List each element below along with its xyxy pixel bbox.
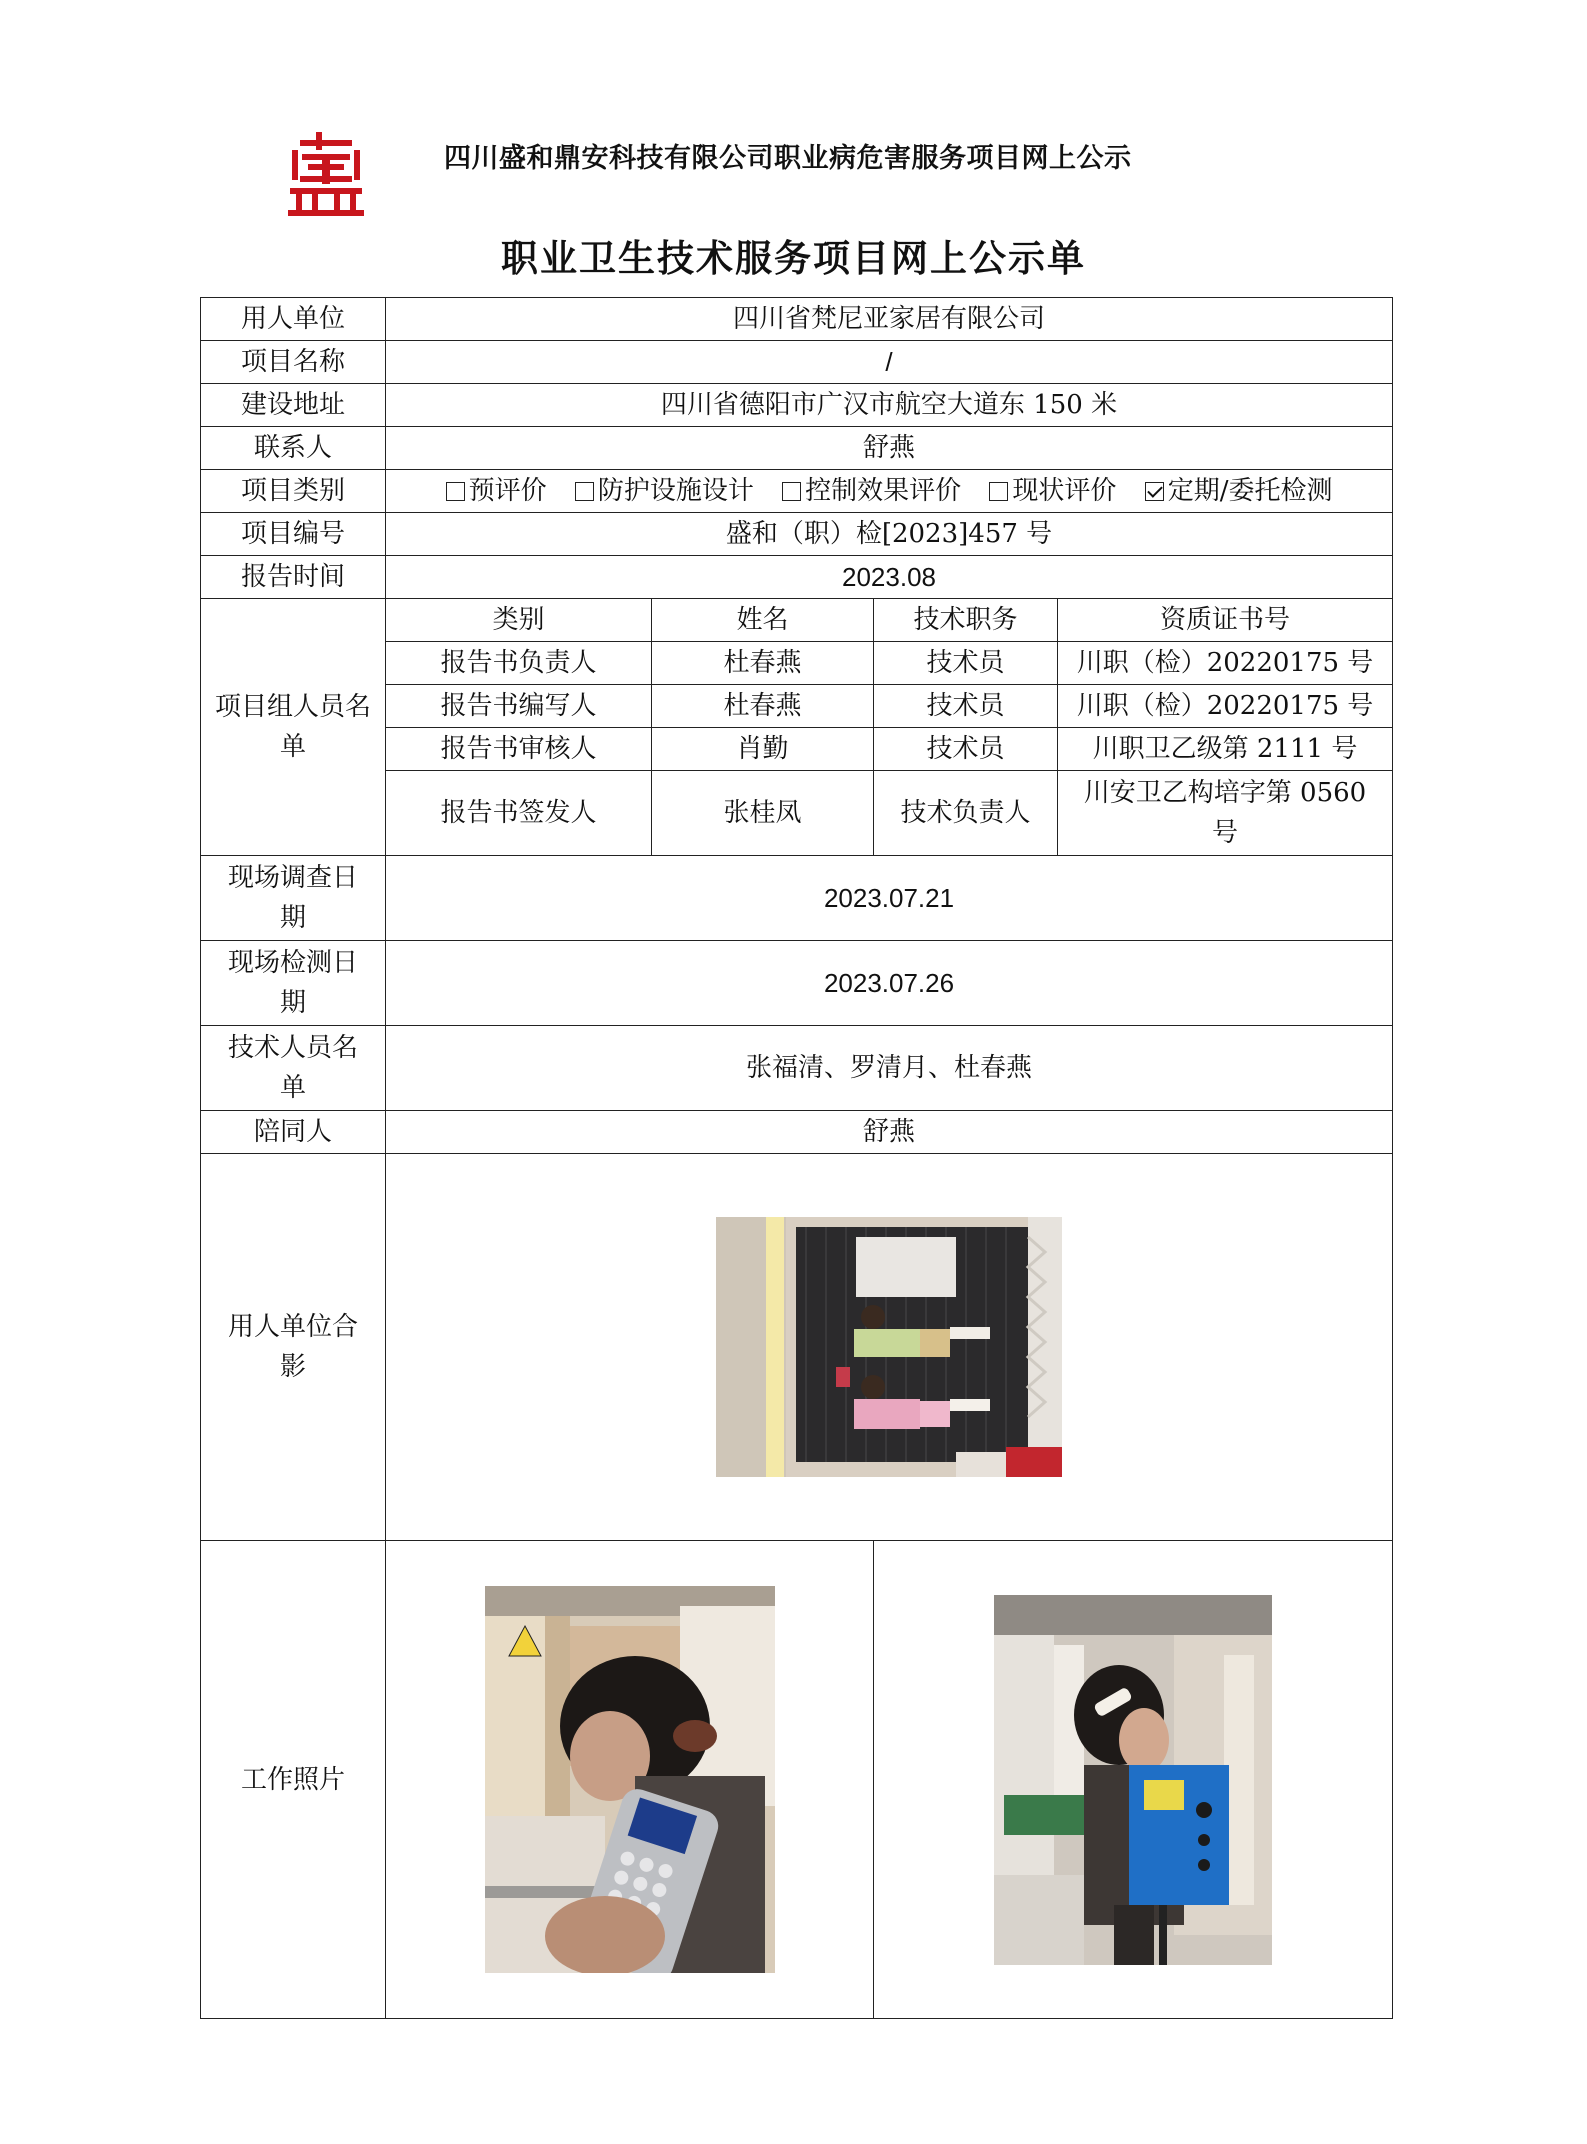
project-name-label: 项目名称 xyxy=(201,341,386,384)
survey-date-value: 2023.07.21 xyxy=(386,856,1393,941)
work-photo-cell-right xyxy=(874,1541,1393,2019)
member-cert: 川职卫乙级第 2111 号 xyxy=(1058,728,1393,771)
row-project-no xyxy=(201,513,1393,556)
companion-value: 舒燕 xyxy=(386,1111,1393,1154)
row-address xyxy=(201,384,1393,427)
team-header-name: 姓名 xyxy=(652,599,874,642)
row-technicians xyxy=(201,1026,1393,1111)
address-label: 建设地址 xyxy=(201,384,386,427)
document-title: 职业卫生技术服务项目网上公示单 xyxy=(501,236,1086,280)
row-contact xyxy=(201,427,1393,470)
member-title: 技术员 xyxy=(874,642,1058,685)
category-option-label: 防护设施设计 xyxy=(597,476,754,506)
survey-date-label: 现场调查日期 xyxy=(201,856,386,941)
test-date-label: 现场检测日期 xyxy=(201,941,386,1026)
contact-value: 舒燕 xyxy=(386,427,1393,470)
technicians-value: 张福清、罗清月、杜春燕 xyxy=(386,1026,1393,1111)
category-option-protection-design[interactable] xyxy=(575,471,754,511)
member-role: 报告书签发人 xyxy=(386,771,652,856)
work-photo-noise-meter xyxy=(485,1586,775,1973)
member-cert: 川职（检）20220175 号 xyxy=(1058,642,1393,685)
member-name: 杜春燕 xyxy=(652,642,874,685)
checkbox-icon[interactable] xyxy=(989,482,1008,501)
team-header-row xyxy=(201,599,1393,642)
group-photo-cell xyxy=(386,1154,1393,1541)
group-photo xyxy=(716,1217,1062,1477)
team-header-title: 技术职务 xyxy=(874,599,1058,642)
employer-label: 用人单位 xyxy=(201,298,386,341)
technicians-label: 技术人员名单 xyxy=(201,1026,386,1111)
row-report-time xyxy=(201,556,1393,599)
row-group-photo xyxy=(201,1154,1393,1541)
member-role: 报告书编写人 xyxy=(386,685,652,728)
company-logo xyxy=(286,132,366,216)
category-option-periodic-testing[interactable] xyxy=(1145,471,1333,511)
category-option-label: 定期/委托检测 xyxy=(1167,476,1333,506)
employer-value: 四川省梵尼亚家居有限公司 xyxy=(386,298,1393,341)
work-photos-label: 工作照片 xyxy=(201,1541,386,2019)
row-survey-date xyxy=(201,856,1393,941)
category-option-pre-evaluation[interactable] xyxy=(446,471,547,511)
team-header-role: 类别 xyxy=(386,599,652,642)
companion-label: 陪同人 xyxy=(201,1111,386,1154)
group-photo-label: 用人单位合影 xyxy=(201,1154,386,1541)
category-option-label: 现状评价 xyxy=(1012,476,1117,506)
category-option-label: 控制效果评价 xyxy=(805,476,962,506)
checkbox-icon[interactable] xyxy=(575,482,594,501)
checkbox-checked-icon[interactable] xyxy=(1145,482,1164,501)
member-name: 张桂凤 xyxy=(652,771,874,856)
member-cert: 川职（检）20220175 号 xyxy=(1058,685,1393,728)
report-time-label: 报告时间 xyxy=(201,556,386,599)
row-work-photos xyxy=(201,1541,1393,2019)
org-header-title: 四川盛和鼎安科技有限公司职业病危害服务项目网上公示 xyxy=(444,143,1132,174)
member-title: 技术负责人 xyxy=(874,771,1058,856)
member-role: 报告书负责人 xyxy=(386,642,652,685)
category-options xyxy=(386,470,1393,513)
test-date-value: 2023.07.26 xyxy=(386,941,1393,1026)
address-value: 四川省德阳市广汉市航空大道东 150 米 xyxy=(386,384,1393,427)
category-option-label: 预评价 xyxy=(468,476,547,506)
member-cert: 川安卫乙构培字第 0560 号 xyxy=(1058,771,1393,856)
checkbox-icon[interactable] xyxy=(446,482,465,501)
row-project-name xyxy=(201,341,1393,384)
category-option-control-evaluation[interactable] xyxy=(782,471,961,511)
report-time-value: 2023.08 xyxy=(386,556,1393,599)
row-employer xyxy=(201,298,1393,341)
project-no-label: 项目编号 xyxy=(201,513,386,556)
checkbox-icon[interactable] xyxy=(782,482,801,501)
member-role: 报告书审核人 xyxy=(386,728,652,771)
team-header-cert: 资质证书号 xyxy=(1058,599,1393,642)
member-title: 技术员 xyxy=(874,728,1058,771)
work-photo-cell-left xyxy=(386,1541,874,2019)
contact-label: 联系人 xyxy=(201,427,386,470)
team-label: 项目组人员名单 xyxy=(201,599,386,856)
project-name-value: / xyxy=(386,341,1393,384)
member-name: 杜春燕 xyxy=(652,685,874,728)
category-label: 项目类别 xyxy=(201,470,386,513)
category-option-status-evaluation[interactable] xyxy=(989,471,1116,511)
row-category xyxy=(201,470,1393,513)
row-test-date xyxy=(201,941,1393,1026)
work-photo-dust-sampler xyxy=(994,1595,1272,1965)
row-companion xyxy=(201,1111,1393,1154)
member-name: 肖勤 xyxy=(652,728,874,771)
member-title: 技术员 xyxy=(874,685,1058,728)
project-no-value: 盛和（职）检[2023]457 号 xyxy=(386,513,1393,556)
disclosure-table xyxy=(200,297,1393,2019)
